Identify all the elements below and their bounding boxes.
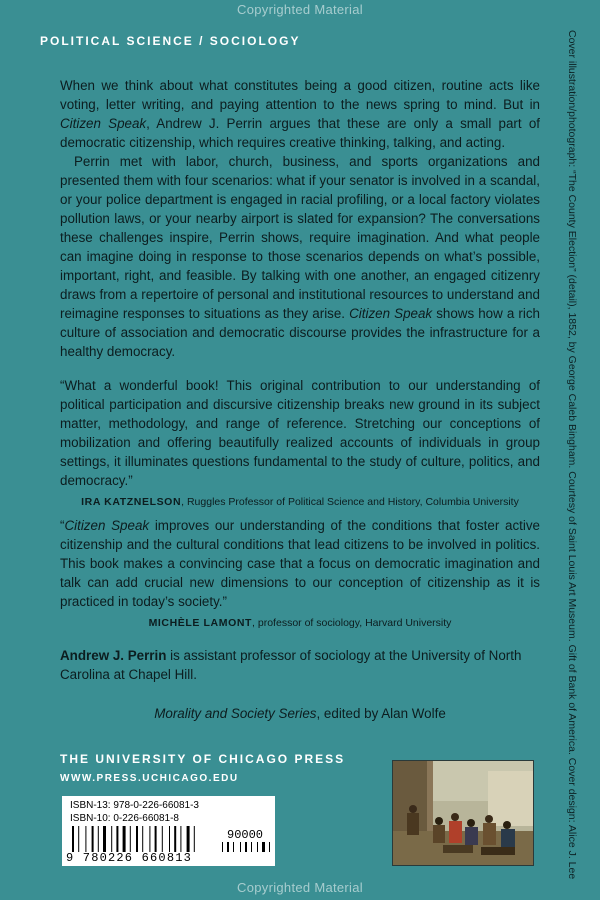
- barcode-digits: 9 780226 660813: [66, 851, 193, 865]
- barcode-bar: [174, 826, 176, 852]
- book-title: Citizen Speak: [349, 306, 433, 321]
- price-code: 90000: [227, 828, 264, 842]
- category-heading: POLITICAL SCIENCE / SOCIOLOGY: [40, 34, 301, 48]
- author-bio: [60, 646, 540, 684]
- barcode-bar: [142, 826, 143, 852]
- barcode-addon-bar: [257, 842, 258, 852]
- text-segment: , Andrew J. Perrin argues that these are only a small part of democratic citizenship, which requires creative thinking, talking, and acting.: [60, 116, 540, 150]
- text-segment: Perrin met with labor, church, business, and sports organizations and presented them with four scenarios: what if your senator is involved in a scandal, or your police department is engaged in racial profiling, or a local factory violates pollution laws, or your nearby airport is slated for expansion? The conversations these challenges inspire, Perrin shows, require imagination. And what people can imagine doing in response to those scenarios depends on what’s possible, important, right, and feasible. By talking with one another, an engaged citizenry draws from a repertoire of personal and institutional resources to understand and reimagine responses to situations as they arise.: [60, 154, 540, 321]
- series-line: [0, 706, 600, 721]
- cover-credit: Cover illustration/photograph: “The County Election” (detail), 1852, by George Caleb Bingham. Courtesy of Saint Louis Art Museum. Gift of Bank of America. Cover design: Alice J. Lee: [566, 30, 578, 880]
- endorsement-text: [60, 516, 540, 611]
- barcode-addon-bar: [233, 842, 234, 852]
- barcode-addon-bar: [251, 842, 252, 852]
- endorsement-attribution: [60, 614, 540, 633]
- book-title: Citizen Speak: [60, 116, 147, 131]
- author-bio-text: is assistant professor of sociology at the University of North Carolina at Chapel Hill.: [60, 648, 522, 682]
- county-election-painting-image: [392, 760, 534, 866]
- endorser-role: , professor of sociology, Harvard University: [252, 617, 452, 629]
- barcode-bar: [111, 826, 112, 852]
- barcode-addon-bar: [269, 842, 270, 852]
- book-description: [60, 76, 540, 361]
- endorsement-2: [60, 516, 540, 633]
- barcode-bar: [187, 826, 190, 852]
- barcode-bar: [98, 826, 99, 852]
- barcode-bar: [123, 826, 126, 852]
- description-paragraph-1: [60, 76, 540, 152]
- watermark-top: Copyrighted Material: [237, 2, 363, 17]
- isbn-10: ISBN-10: 0-226-66081-8: [70, 813, 179, 824]
- description-paragraph-2: [60, 152, 540, 361]
- series-title: Morality and Society Series: [154, 706, 317, 721]
- endorsement-1: [60, 376, 540, 512]
- endorser-role: , Ruggles Professor of Political Science and History, Columbia University: [181, 496, 519, 508]
- barcode-bar: [180, 826, 181, 852]
- publisher-name: THE UNIVERSITY OF CHICAGO PRESS: [60, 752, 346, 766]
- barcode-addon-bar: [245, 842, 247, 852]
- barcode-bar: [103, 826, 106, 852]
- book-title: Citizen Speak: [64, 518, 150, 533]
- barcode-bar: [169, 826, 170, 852]
- barcode-bar: [162, 826, 163, 852]
- barcode-addon-bar: [222, 842, 223, 852]
- barcode-bar: [130, 826, 131, 852]
- barcode-block: [62, 796, 275, 866]
- barcode-bar: [72, 826, 74, 852]
- barcode-addon-bar: [262, 842, 265, 852]
- publisher-url[interactable]: WWW.PRESS.UCHICAGO.EDU: [60, 773, 239, 784]
- barcode-bar: [149, 826, 150, 852]
- author-name: Andrew J. Perrin: [60, 648, 167, 663]
- isbn-13: ISBN-13: 978-0-226-66081-3: [70, 800, 199, 811]
- barcode-bar: [78, 826, 79, 852]
- text-segment: improves our understanding of the conditions that foster active citizenship and the cultural conditions that lead citizens to be involved in politics. This book makes a convincing case that a focus on democratic imagination and talk can add crucial new dimensions to our conception of citizenship as it is practiced in today’s society.”: [60, 518, 540, 609]
- barcode-bar: [85, 826, 86, 852]
- barcode-bar: [116, 826, 118, 852]
- watermark-bottom: Copyrighted Material: [237, 880, 363, 895]
- endorser-name: MICHÈLE LAMONT: [148, 617, 253, 629]
- endorsement-attribution: [60, 493, 540, 512]
- endorser-name: IRA KATZNELSON: [81, 496, 182, 508]
- barcode-addon-bar: [227, 842, 229, 852]
- barcode-bar: [92, 826, 94, 852]
- text-segment: When we think about what constitutes being a good citizen, routine acts like voting, letter writing, and paying attention to the news spring to mind. But in: [60, 78, 540, 112]
- barcode-bar: [155, 826, 157, 852]
- endorsement-text: “What a wonderful book! This original contribution to our understanding of political participation and discursive citizenship breaks new ground in its subject matter, methodology, and range of reference. Stretching our conceptions of mobilization and offering beautifully realized accounts of individuals in group settings, it illuminates questions fundamental to the study of culture, politics, and democracy.”: [60, 378, 540, 488]
- text-segment: shows how a rich culture of association and democratic discourse provides the infrastructure for a healthy democracy.: [60, 306, 540, 359]
- series-editor: , edited by Alan Wolfe: [316, 706, 446, 721]
- barcode-bar: [136, 826, 138, 852]
- barcode-addon-bar: [240, 842, 241, 852]
- barcode-bar: [194, 826, 195, 852]
- open-quote: “: [60, 518, 65, 533]
